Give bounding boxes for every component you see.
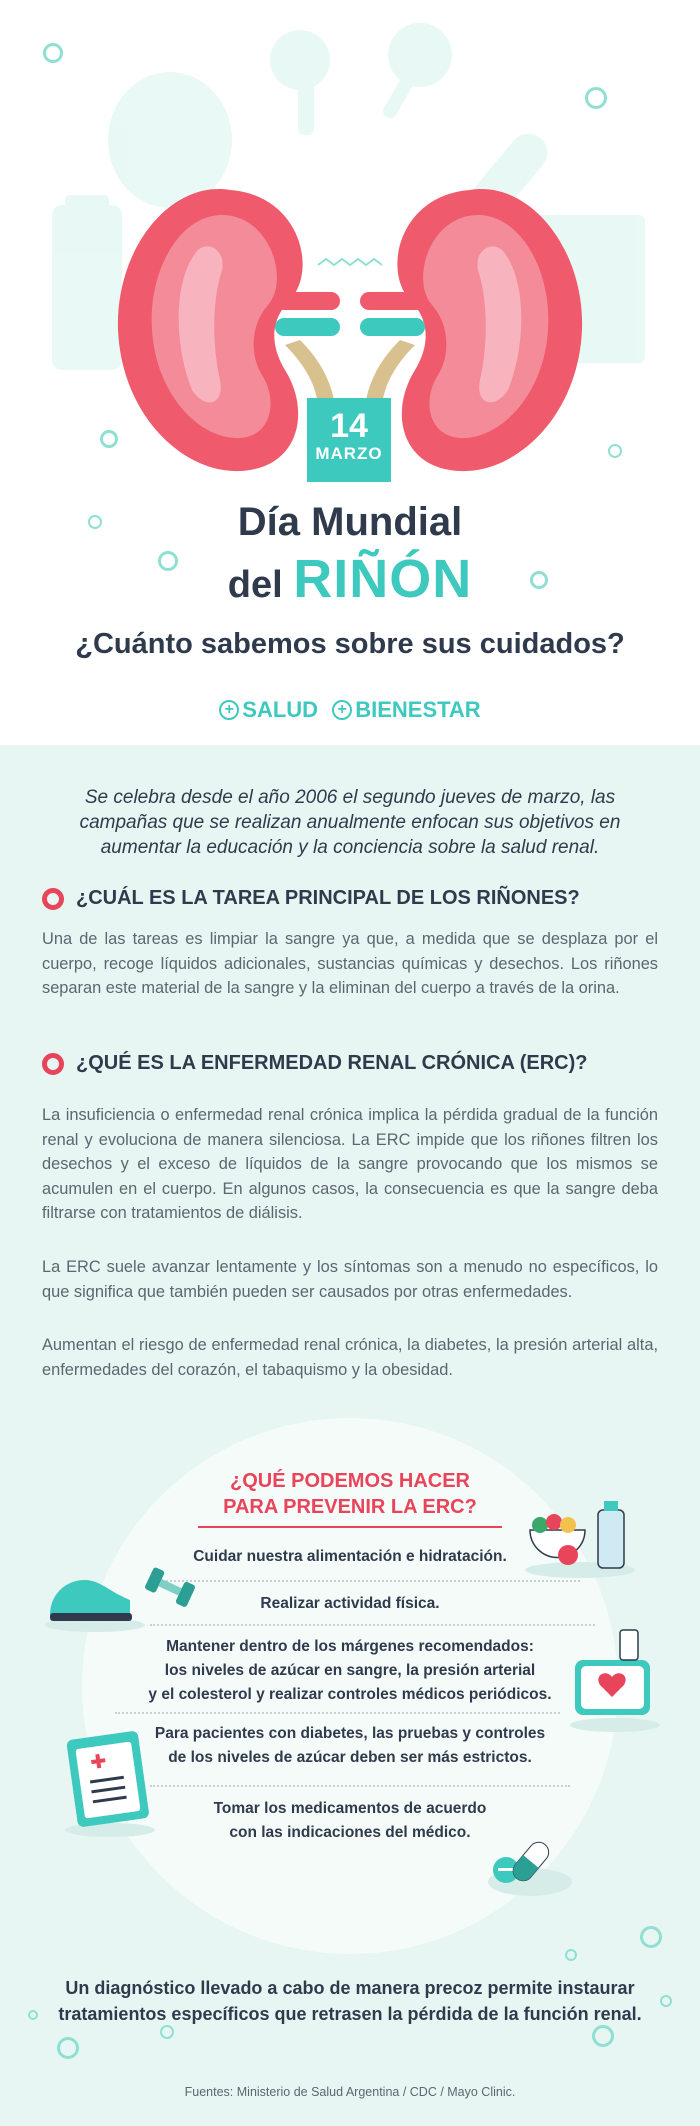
tag-list	[0, 694, 700, 723]
tag-label: BIENESTAR	[355, 697, 481, 722]
bubble-decoration	[565, 1949, 577, 1961]
section1-paragraph: Una de las tareas es limpiar la sangre ya que, a medida que se desplaza por el cuerpo, recoge líquidos adicionales, sustancias químicas y desechos. Los riñones separan este material de la sangre y la eliminan del cuerpo a través de la orina.	[42, 930, 658, 998]
bubble-decoration	[100, 430, 118, 448]
prevention-item-line: Para pacientes con diabetes, las pruebas y controles	[154, 1725, 546, 1742]
content-section	[0, 745, 700, 2126]
section2-heading-text: ¿QUÉ ES LA ENFERMEDAD RENAL CRÓNICA (ERC)?	[76, 1052, 588, 1074]
title-emphasis: RIÑÓN	[293, 549, 473, 609]
prevention-item-line: Mantener dentro de los márgenes recomendados:	[166, 1638, 534, 1655]
tag-salud	[219, 697, 318, 723]
prevention-item-line: los niveles de azúcar en sangre, la presión arterial	[164, 1662, 536, 1679]
prevention-title-line2: PARA PREVENIR LA ERC?	[223, 1496, 477, 1518]
bubble-decoration	[585, 87, 607, 109]
ring-bullet-icon	[42, 888, 64, 910]
prevention-item-line: y el colesterol y realizar controles médicos periódicos.	[148, 1686, 552, 1703]
prevention-item-line: Cuidar nuestra alimentación e hidratación.	[193, 1548, 507, 1565]
prevention-item	[110, 1722, 590, 1770]
bubble-decoration	[160, 2025, 174, 2039]
page-title-line1: Día Mundial	[237, 500, 463, 544]
divider	[115, 1712, 560, 1714]
conclusion-line1: Un diagnóstico llevado a cabo de manera precoz permite instaurar	[65, 1978, 635, 1998]
section1-heading	[42, 887, 662, 910]
sources-footnote: Fuentes: Ministerio de Salud Argentina / CDC / Mayo Clinic.	[184, 2085, 516, 2099]
prevention-item-line: Tomar los medicamentos de acuerdo	[213, 1800, 487, 1817]
bubble-decoration	[57, 2037, 79, 2059]
divider	[150, 1580, 580, 1582]
broccoli-icon-2	[388, 23, 452, 87]
section2-heading	[42, 1052, 662, 1075]
plus-circle-icon: +	[332, 700, 352, 720]
broccoli-icon	[270, 30, 330, 90]
conclusion-line2: tratamientos específicos que retrasen la pérdida de la función renal.	[58, 2004, 642, 2024]
prevention-item-line: con las indicaciones del médico.	[229, 1824, 471, 1841]
bubble-decoration	[592, 2025, 614, 2047]
tag-label: SALUD	[242, 697, 319, 722]
divider	[150, 1624, 595, 1626]
prevention-title-line1: ¿QUÉ PODEMOS HACER	[229, 1470, 471, 1492]
divider	[150, 1785, 570, 1787]
bottle-icon	[52, 205, 122, 370]
bubble-decoration	[640, 1926, 662, 1948]
pills-icon	[480, 1820, 580, 1900]
page-subtitle: ¿Cuánto sabemos sobre sus cuidados?	[75, 628, 625, 660]
date-badge	[307, 398, 391, 482]
prevention-item	[110, 1635, 590, 1707]
date-day: 14	[330, 407, 368, 445]
apple-icon	[108, 72, 232, 208]
section2-paragraph-1: La insuficiencia o enfermedad renal crónica implica la pérdida gradual de la función renal y evoluciona de manera silenciosa. La ERC impide que los riñones filtren los desechos y el exceso de líquidos de la sangre provocando que los mismos se acumulen en el cuerpo. En algunos casos, la consecuencia es que la sangre deba filtrarse con tratamientos de diálisis.	[42, 1106, 658, 1223]
tag-bienestar	[332, 697, 481, 723]
section1-heading-text: ¿CUÁL ES LA TAREA PRINCIPAL DE LOS RIÑONES?	[76, 887, 580, 909]
sneaker-dumbbell-icon	[40, 1545, 210, 1635]
prevention-title-underline	[198, 1526, 502, 1528]
plus-circle-icon: +	[219, 700, 239, 720]
bubble-decoration	[608, 444, 622, 458]
ring-bullet-icon	[42, 1053, 64, 1075]
bubble-decoration	[43, 43, 63, 63]
date-month: MARZO	[315, 444, 383, 463]
clipboard-icon	[60, 1720, 160, 1840]
hero-section	[0, 0, 700, 745]
section2-paragraph-2: La ERC suele avanzar lentamente y los síntomas son a menudo no específicos, lo que significa que también pueden ser causados por otras enfermedades.	[42, 1258, 658, 1301]
food-and-water-icon	[520, 1485, 640, 1585]
section2-paragraph-3: Aumentan el riesgo de enfermedad renal crónica, la diabetes, la presión arterial alta, enfermedades del corazón, el tabaquismo y la obesidad.	[42, 1336, 658, 1379]
conclusion-text	[30, 1975, 670, 2027]
page-title-line2	[0, 548, 700, 610]
title-prefix: del	[227, 564, 283, 606]
intro-text: Se celebra desde el año 2006 el segundo jueves de marzo, las campañas que se realizan anualmente enfocan sus objetivos en aumentar la educación y la conciencia sobre la salud renal.	[79, 787, 621, 858]
prevention-item-line: de los niveles de azúcar deben ser más estrictos.	[168, 1749, 532, 1766]
heart-monitor-icon	[565, 1625, 665, 1735]
prevention-item-line: Realizar actividad física.	[260, 1595, 440, 1612]
